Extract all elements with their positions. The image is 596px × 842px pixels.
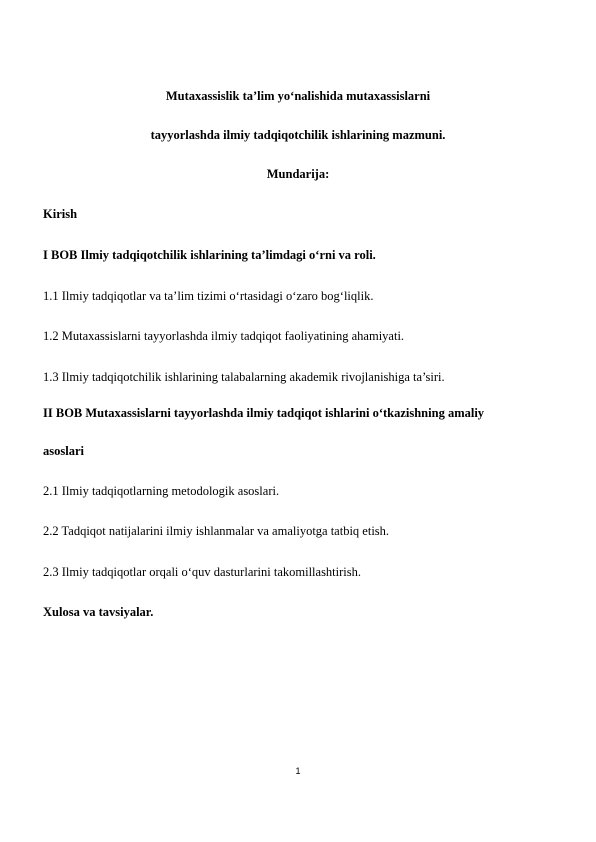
toc-intro: Kirish: [43, 207, 78, 221]
title-line-2: tayyorlashda ilmiy tadqiqotchilik ishlarining mazmuni.: [150, 128, 446, 142]
toc-item-1-1: 1.1 Ilmiy tadqiqotlar va ta’lim tizimi o‘rtasidagi o‘zaro bog‘liqlik.: [43, 289, 374, 303]
toc-item-2-2: 2.2 Tadqiqot natijalarini ilmiy ishlanmalar va amaliyotga tatbiq etish.: [43, 524, 390, 538]
toc-item-1-2: 1.2 Mutaxassislarni tayyorlashda ilmiy tadqiqot faoliyatining ahamiyati.: [43, 329, 405, 343]
toc-chapter-2-line-2: asoslari: [43, 444, 84, 458]
title-line-1: Mutaxassislik ta’lim yo‘nalishida mutaxassislarni: [165, 89, 431, 103]
contents-heading: Mundarija:: [266, 167, 330, 181]
toc-item-1-3: 1.3 Ilmiy tadqiqotchilik ishlarining talabalarning akademik rivojlanishiga ta’siri.: [43, 370, 445, 384]
toc-item-2-3: 2.3 Ilmiy tadqiqotlar orqali o‘quv dasturlarini takomillashtirish.: [43, 565, 361, 579]
toc-item-2-1: 2.1 Ilmiy tadqiqotlarning metodologik asoslari.: [43, 484, 280, 498]
toc-chapter-1: I BOB Ilmiy tadqiqotchilik ishlarining ta’limdagi o‘rni va roli.: [43, 248, 376, 262]
page-number: 1: [295, 766, 301, 776]
toc-conclusion: Xulosa va tavsiyalar.: [43, 605, 154, 619]
toc-chapter-2-line-1: II BOB Mutaxassislarni tayyorlashda ilmiy tadqiqot ishlarini o‘tkazishning amaliy: [43, 406, 485, 420]
